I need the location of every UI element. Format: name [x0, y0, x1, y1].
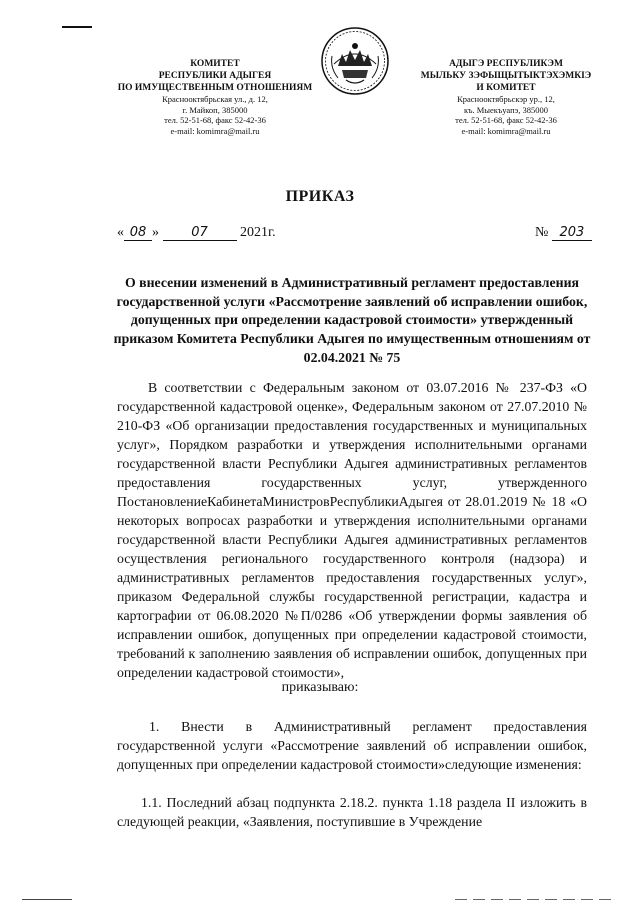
coat-of-arms-icon [320, 26, 390, 96]
email-ru: e-mail: komimra@mail.ru [170, 125, 260, 136]
order-word: приказываю: [281, 680, 359, 695]
org-name-ady-line3: И КОМИТЕТ [476, 83, 536, 93]
footer-rule-left [22, 899, 72, 900]
phone-ady: тел. 52-51-68, факс 52-42-36 [455, 115, 557, 125]
footer-rule-right [455, 899, 615, 900]
email-ady: e-mail: komimra@mail.ru [461, 125, 551, 136]
org-name-ru-line3: ПО ИМУЩЕСТВЕННЫМ ОТНОШЕНИЯМ [117, 83, 313, 93]
phone-ru: тел. 52-51-68, факс 52-42-36 [164, 115, 266, 125]
top-margin-mark [62, 26, 92, 28]
number-value: 203 [552, 226, 592, 241]
document-date [117, 225, 276, 241]
clause-1: 1. Внести в Административный регламент предоставления государственной услуги «Рассмотрение заявлений об исправлении ошибок, допущенных при определении кадастровой стоимости»следующие изменения: [117, 719, 587, 772]
document-title: ПРИКАЗ [285, 188, 355, 205]
document-number [535, 225, 592, 241]
preamble-paragraph: В соответствии с Федеральным законом от 03.07.2016 № 237-ФЗ «О государственной кадастровой оценке», Федеральным законом от 27.07.2010 № 210-ФЗ «Об организации предоставления государственных и муниципальных услуг», Порядком разработки и утверждения исполнительными органами государственной власти Республики Адыгея административных регламентов предоставления государственных услуг, утвержденного ПостановлениеКабинетаМинистровРеспубликиАдыгея от 28.01.2019 № 18 «О некоторых вопросах разработки и утверждения исполнительными органами государственной власти Республики Адыгея административных регламентов осуществления регионального государственного контроля (надзора) и административных регламентов предоставления государственных услуг», приказом Федеральной службы государственной регистрации, кадастра и картографии от 06.08.2020 №П/0286 «Об утверждении формы заявления об исправлении ошибок, допущенных при определении кадастровой стоимости, требований к заполнению заявления об исправлении ошибок, допущенных при определении кадастровой стоимости», [117, 380, 587, 680]
org-name-ru-line1: КОМИТЕТ [190, 59, 240, 69]
address-ru-line1: Краснооктябрьская ул., д. 12, [162, 94, 268, 104]
address-ru-line2: г. Майкоп, 385000 [182, 104, 248, 115]
date-month: 07 [163, 226, 237, 241]
org-name-ady-line1: АДЫГЭ РЕСПУБЛИКЭМ [449, 59, 563, 69]
address-ady-line1: Краснооктябрьскэр ур., 12, [457, 94, 555, 104]
date-open-quote: « [117, 225, 124, 240]
org-name-ru-line2: РЕСПУБЛИКИ АДЫГЕЯ [158, 71, 272, 81]
clause-1-1: 1.1. Последний абзац подпункта 2.18.2. пункта 1.18 раздела II изложить в следующей реакции, «Заявления, поступившие в Учреждение [117, 795, 587, 829]
date-day: 08 [124, 226, 152, 241]
number-label: № [535, 225, 549, 240]
order-subject: О внесении изменений в Административный регламент предоставления государственной услуги «Рассмотрение заявлений об исправлении ошибок, допущенных при определении кадастровой стоимости» утвержденный приказом Комитета Республики Адыгея по имущественным отношениям от 02.04.2021 № 75 [113, 275, 591, 365]
header-left-block [112, 58, 318, 136]
org-name-ady-line2: МЫЛЬКУ ЗЭФЫЩЫТЫКТЭХЭМКIЭ [420, 71, 592, 81]
header-right-block [406, 58, 606, 136]
date-close-quote: » [152, 225, 159, 240]
date-year: 2021г. [240, 225, 276, 240]
address-ady-line2: къ. Мыекъуапэ, 385000 [463, 104, 549, 115]
